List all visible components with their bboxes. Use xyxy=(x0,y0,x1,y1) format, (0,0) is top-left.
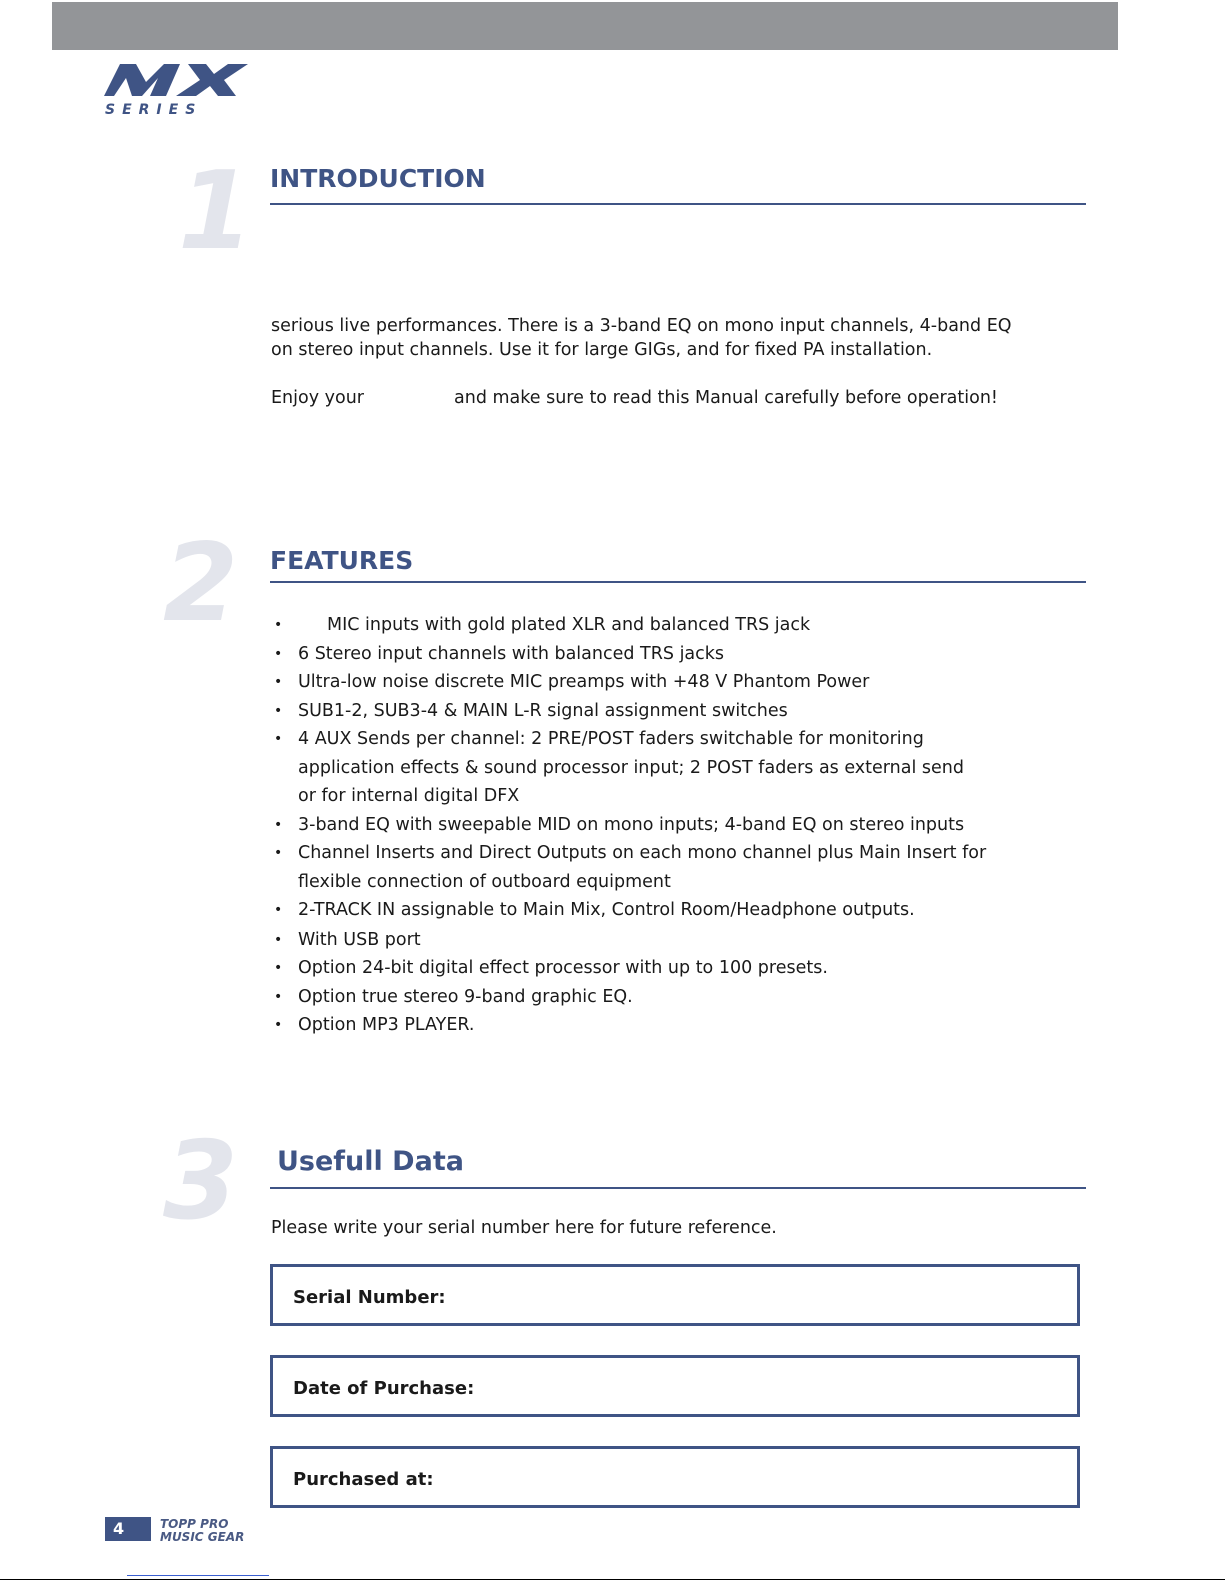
section-rule xyxy=(270,1187,1086,1189)
feature-item: • Option 24-bit digital effect processor with up to 100 presets. xyxy=(274,958,828,978)
feature-item: • With USB port xyxy=(274,929,421,950)
features-list xyxy=(271,611,1091,1040)
purchased-at-label: Purchased at: xyxy=(293,1469,434,1490)
brand-line: MUSIC GEAR xyxy=(160,1530,245,1544)
feature-item: • 6 Stereo input channels with balanced TRS jacks xyxy=(274,643,725,664)
purchased-at-field[interactable] xyxy=(270,1446,1080,1508)
feature-item: • Channel Inserts and Direct Outputs on each mono channel plus Main Insert for flexible connection of outboard equipment xyxy=(274,843,987,892)
section-title-introduction: INTRODUCTION xyxy=(270,164,486,193)
section-title-useful-data: Usefull Data xyxy=(277,1146,464,1177)
serial-instruction: Please write your serial number here for future reference. xyxy=(271,1218,777,1238)
serial-number-field[interactable] xyxy=(270,1264,1080,1326)
page-number: 4 xyxy=(105,1517,151,1541)
feature-item: • SUB1-2, SUB3-4 & MAIN L-R signal assignment switches xyxy=(274,700,788,721)
footer-link-underline xyxy=(127,1575,269,1576)
intro-paragraph xyxy=(271,314,1071,362)
feature-item: • Option MP3 PLAYER. xyxy=(274,1015,475,1035)
feature-item: • 4 AUX Sends per channel: 2 PRE/POST faders switchable for monitoring application effects & sound processor input; 2 POST faders as external send or for internal digital DFX xyxy=(274,729,964,806)
feature-item: • MIC inputs with gold plated XLR and balanced TRS jack xyxy=(274,615,811,635)
date-of-purchase-label: Date of Purchase: xyxy=(293,1378,475,1399)
section-title-features: FEATURES xyxy=(270,546,414,575)
footer-rule xyxy=(0,1579,1225,1580)
svg-text:SERIES: SERIES xyxy=(105,102,203,118)
section-rule xyxy=(270,203,1086,205)
section-number-1: 1 xyxy=(178,149,254,274)
intro-line: serious live performances. There is a 3-band EQ on mono input channels, 4-band EQ xyxy=(271,316,1012,336)
feature-item: • 2-TRACK IN assignable to Main Mix, Control Room/Headphone outputs. xyxy=(274,900,915,920)
header-bar xyxy=(52,2,1118,50)
serial-number-label: Serial Number: xyxy=(293,1287,446,1308)
mx-series-logo xyxy=(102,62,252,120)
section-number-3: 3 xyxy=(163,1119,239,1244)
feature-item: • 3-band EQ with sweepable MID on mono inputs; 4-band EQ on stereo inputs xyxy=(274,814,965,835)
brand-line: TOPP PRO xyxy=(160,1517,229,1531)
section-rule xyxy=(270,581,1086,583)
feature-item: • Option true stereo 9-band graphic EQ. xyxy=(274,986,633,1007)
enjoy-line xyxy=(271,386,1071,410)
enjoy-text-a: Enjoy your xyxy=(271,388,364,408)
date-of-purchase-field[interactable] xyxy=(270,1355,1080,1417)
enjoy-text-b: and make sure to read this Manual carefully before operation! xyxy=(454,388,998,408)
feature-item: • Ultra-low noise discrete MIC preamps with +48 V Phantom Power xyxy=(274,672,870,692)
brand-logo xyxy=(160,1518,244,1544)
section-number-2: 2 xyxy=(163,521,239,646)
intro-line: on stereo input channels. Use it for large GIGs, and for fixed PA installation. xyxy=(271,340,933,360)
